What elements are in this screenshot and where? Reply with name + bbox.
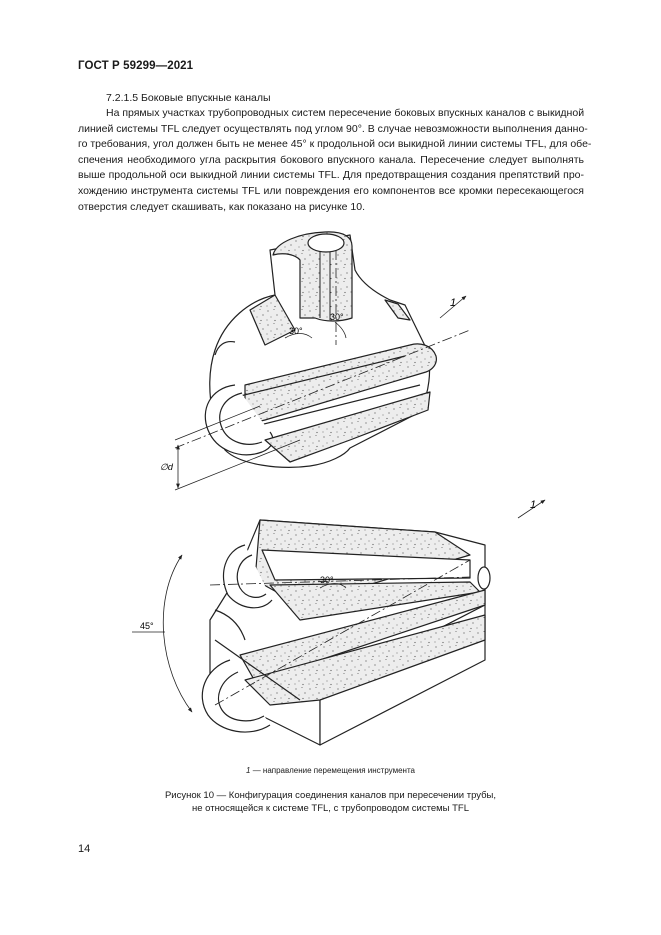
lower-direction-label: 1: [530, 499, 537, 511]
upper-angle-left-label: 30°: [289, 326, 303, 336]
caption-line: Рисунок 10 — Конфигурация соединения каналов при пересечении трубы,: [164, 790, 497, 801]
body-line: спечения необходимого угла раскрытия бокового впускного канала. Пересечение следует выполнять: [78, 153, 584, 166]
body-line: отверстия следует скашивать, как показано на рисунке 10.: [78, 200, 366, 213]
body-line: хождению инструмента системы TFL или повреждения его компонентов все кромки пересекающегося: [78, 184, 584, 197]
lower-angle-inner-label: 30°: [320, 575, 334, 585]
upper-fitting: [205, 232, 436, 467]
upper-diameter-label: ∅d: [160, 462, 173, 472]
page-number: 14: [78, 843, 91, 855]
figure-legend: [0, 766, 661, 775]
upper-direction-label: 1: [450, 297, 457, 309]
section-heading: 7.2.1.5 Боковые впускные каналы: [106, 92, 271, 104]
lower-block: [202, 520, 490, 745]
legend-key: 1: [246, 766, 251, 775]
document-standard-header: ГОСТ Р 59299—2021: [78, 60, 194, 72]
figure-10-drawing: [0, 225, 661, 765]
caption-line: не относящейся к системе TFL, с трубопроводом системы TFL: [191, 803, 470, 814]
upper-angle-right-label: 30°: [330, 312, 344, 322]
lower-angle-outer-label: 45°: [140, 621, 154, 631]
figure-caption: [0, 789, 661, 815]
body-line: выше продольной оси выкидной линии системы TFL. Для предотвращения создания препятствий про-: [78, 169, 584, 182]
body-line: го требования, угол должен быть не менее 45° к продольной оси выкидной линии системы TFL, для обе-: [78, 138, 592, 151]
section-body: [78, 106, 592, 215]
legend-text: — направление перемещения инструмента: [252, 766, 415, 775]
body-line: На прямых участках трубопроводных систем пересечение боковых впускных каналов с выкидной: [106, 107, 585, 119]
body-line: линией системы TFL следует осуществлять под углом 90°. В случае невозможности выполнения данно-: [78, 122, 588, 135]
